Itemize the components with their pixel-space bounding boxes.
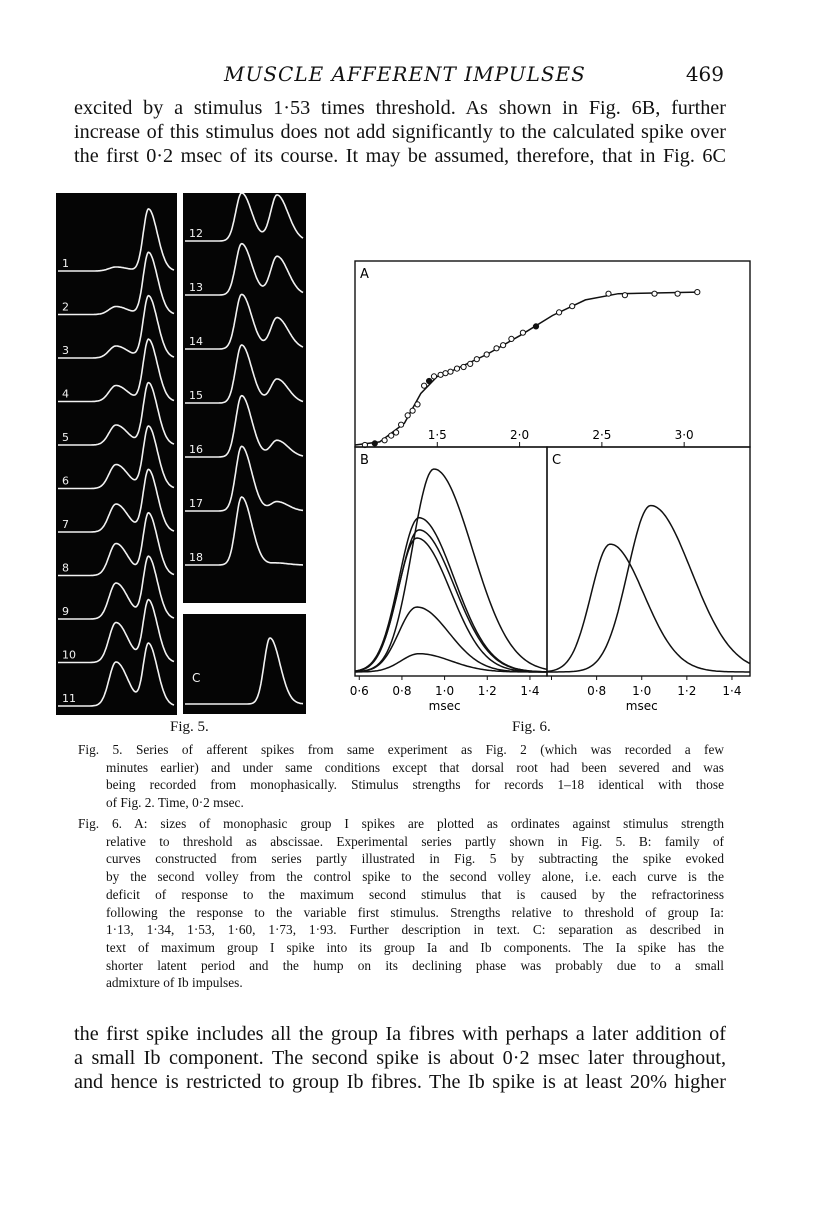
panel-b-curve: [355, 518, 547, 672]
page-number: 469: [685, 62, 724, 86]
record-label: 18: [189, 551, 203, 564]
fig5-left-traces: [56, 193, 177, 715]
paragraph-line: excited by a stimulus 1·53 times threshold. As shown in Fig. 6B, further: [74, 97, 726, 119]
panel-b-label: B: [360, 453, 369, 468]
panel-a-point: [443, 371, 448, 376]
spike-trace: [58, 209, 174, 271]
fig5-right-traces: [183, 193, 306, 603]
panel-a-point: [405, 413, 410, 418]
record-label: 1: [62, 257, 69, 270]
record-label: 9: [62, 605, 69, 618]
record-label: 5: [62, 431, 69, 444]
panel-c-curve: [547, 544, 750, 672]
panel-c-curve: [547, 506, 750, 672]
record-label: 16: [189, 443, 203, 456]
caption-line: Fig. 6. A: sizes of monophasic group I spikes are plotted as ordinates against stimulus strength: [78, 816, 724, 831]
record-label: 14: [189, 335, 203, 348]
panel-a-point: [652, 291, 657, 296]
panel-a-point: [484, 352, 489, 357]
panel-a-point: [606, 291, 611, 296]
fig5-c-trace: [183, 614, 306, 714]
panel-c-tick-label: 1·2: [677, 684, 697, 698]
panel-a-frame: [355, 261, 750, 447]
caption-line: admixture of Ib impulses.: [106, 975, 243, 991]
panel-a-point: [509, 336, 514, 341]
panel-a-fit-curve: [355, 292, 697, 445]
panel-a-point: [372, 441, 377, 446]
record-label: 12: [189, 227, 203, 240]
record-label: 10: [62, 648, 76, 662]
panel-a-point: [427, 378, 432, 383]
panel-c-xlabel: msec: [625, 699, 658, 713]
caption-line: following the response to the variable first stimulus. Strengths relative to threshold of group Ia:: [106, 904, 724, 920]
caption-line: minutes earlier) and under same conditions except that dorsal root had been severed and was: [106, 759, 724, 775]
record-label: 3: [62, 344, 69, 357]
spike-trace: [58, 556, 174, 619]
panel-a-point: [394, 430, 399, 435]
fig6-chart: [330, 250, 770, 720]
panel-b-tick-label: 0·6: [349, 684, 369, 698]
running-title: MUSCLE AFFERENT IMPULSES: [224, 62, 586, 86]
paragraph-line: the first spike includes all the group Ia fibres with perhaps a later addition of: [74, 1023, 726, 1045]
panel-a-point: [461, 364, 466, 369]
panel-a-point: [520, 330, 525, 335]
panel-b-xlabel: msec: [428, 699, 461, 713]
panel-c-tick-label: 1·0: [632, 684, 652, 698]
record-label: 6: [62, 474, 69, 488]
fig5-right-column: [183, 193, 306, 603]
panel-c-tick-label: 1·4: [722, 684, 742, 698]
panel-a-point: [422, 383, 427, 388]
fig6-label: Fig. 6.: [512, 719, 551, 735]
panel-a-point: [557, 310, 562, 315]
caption-line: curves constructed from series partly illustrated in Fig. 5 by subtracting the spike evoked: [106, 851, 724, 867]
spike-trace: [185, 638, 303, 704]
panel-a-point: [382, 438, 387, 443]
panel-a-point: [415, 402, 420, 407]
panel-c-label: C: [552, 453, 562, 468]
panel-a-tick-label: 1·5: [427, 428, 447, 442]
record-label: 7: [62, 518, 69, 531]
caption-fig5: [78, 741, 724, 812]
panel-a-point: [501, 343, 506, 348]
panel-a-point: [494, 346, 499, 351]
panel-c-tick-label: 0·8: [587, 684, 607, 698]
panel-a-tick-label: 2·0: [510, 428, 530, 442]
fig6: [330, 250, 770, 720]
panel-b-tick-label: 0·8: [392, 684, 412, 698]
record-label: 2: [62, 300, 69, 314]
record-label: 4: [62, 387, 69, 401]
panel-b-tick-label: 1·0: [435, 684, 455, 698]
panel-a-label: A: [360, 267, 369, 282]
fig5-label: Fig. 5.: [170, 719, 209, 735]
caption-line: text of maximum group I spike into its group Ia and Ib components. The Ia spike has the: [106, 939, 724, 955]
record-label: 15: [189, 389, 203, 402]
panel-b-curve: [355, 530, 547, 672]
panel-a-point: [389, 433, 394, 438]
spike-trace: [58, 296, 174, 358]
spike-trace: [58, 339, 174, 401]
caption-line: by the second volley from the control spike to the second volley alone, i.e. each curve is the: [106, 869, 724, 885]
record-label: 17: [189, 497, 203, 510]
spike-trace: [58, 252, 174, 314]
panel-b-tick-label: 1·4: [520, 684, 540, 698]
fig5-panel-c: [183, 614, 306, 714]
paragraph-bottom: [74, 1022, 726, 1094]
panel-a-point: [533, 324, 538, 329]
panel-a-point: [570, 304, 575, 309]
caption-line: relative to threshold as abscissae. Experimental series partly shown in Fig. 5. B: family of: [106, 833, 724, 849]
paragraph-line: and hence is restricted to group Ib fibres. The Ib spike is at least 20% higher: [74, 1071, 726, 1093]
panel-b-tick-label: 1·2: [477, 684, 497, 698]
caption-line: 1·13, 1·34, 1·53, 1·60, 1·73, 1·93. Further description in text. C: separation as described in: [106, 922, 724, 938]
caption-line: of Fig. 2. Time, 0·2 msec.: [106, 795, 244, 811]
panel-a-point: [622, 293, 627, 298]
paragraph-line: increase of this stimulus does not add significantly to the calculated spike over: [74, 121, 726, 143]
panel-c-label: C: [192, 671, 201, 685]
paragraph-top: [74, 96, 726, 168]
panel-a-point: [675, 291, 680, 296]
panel-a-point: [468, 361, 473, 366]
caption-line: being recorded from monophasically. Stimulus strengths for records 1–18 identical with those: [106, 777, 724, 793]
caption-line: Fig. 5. Series of afferent spikes from same experiment as Fig. 2 (which was recorded a few: [78, 742, 724, 757]
panel-a-tick-label: 2·5: [592, 428, 612, 442]
panel-b-curve: [355, 538, 547, 672]
panel-a-tick-label: 3·0: [674, 428, 694, 442]
spike-trace: [58, 513, 174, 576]
panel-a-point: [448, 369, 453, 374]
panel-a-point: [474, 357, 479, 362]
caption-line: shorter latent period and the hump on its declining phase was probably due to a small: [106, 957, 724, 973]
paragraph-line: a small Ib component. The second spike is about 0·2 msec later throughout,: [74, 1047, 726, 1069]
fig5-left-column: [56, 193, 177, 715]
spike-trace: [58, 426, 174, 489]
spike-trace: [58, 383, 174, 445]
record-label: 11: [62, 692, 76, 705]
running-head: [74, 62, 724, 90]
paragraph-line: the first 0·2 msec of its course. It may be assumed, therefore, that in Fig. 6C: [74, 145, 726, 167]
panel-a-point: [410, 408, 415, 413]
panel-a-point: [399, 422, 404, 427]
panel-a-point: [431, 374, 436, 379]
record-label: 8: [62, 561, 69, 575]
caption-line: deficit of response to the maximum second stimulus that is caused by the refractoriness: [106, 886, 724, 902]
panel-a-point: [454, 366, 459, 371]
panel-a-point: [695, 290, 700, 295]
spike-trace: [58, 469, 174, 532]
record-label: 13: [189, 281, 203, 294]
caption-fig6: [78, 815, 724, 992]
